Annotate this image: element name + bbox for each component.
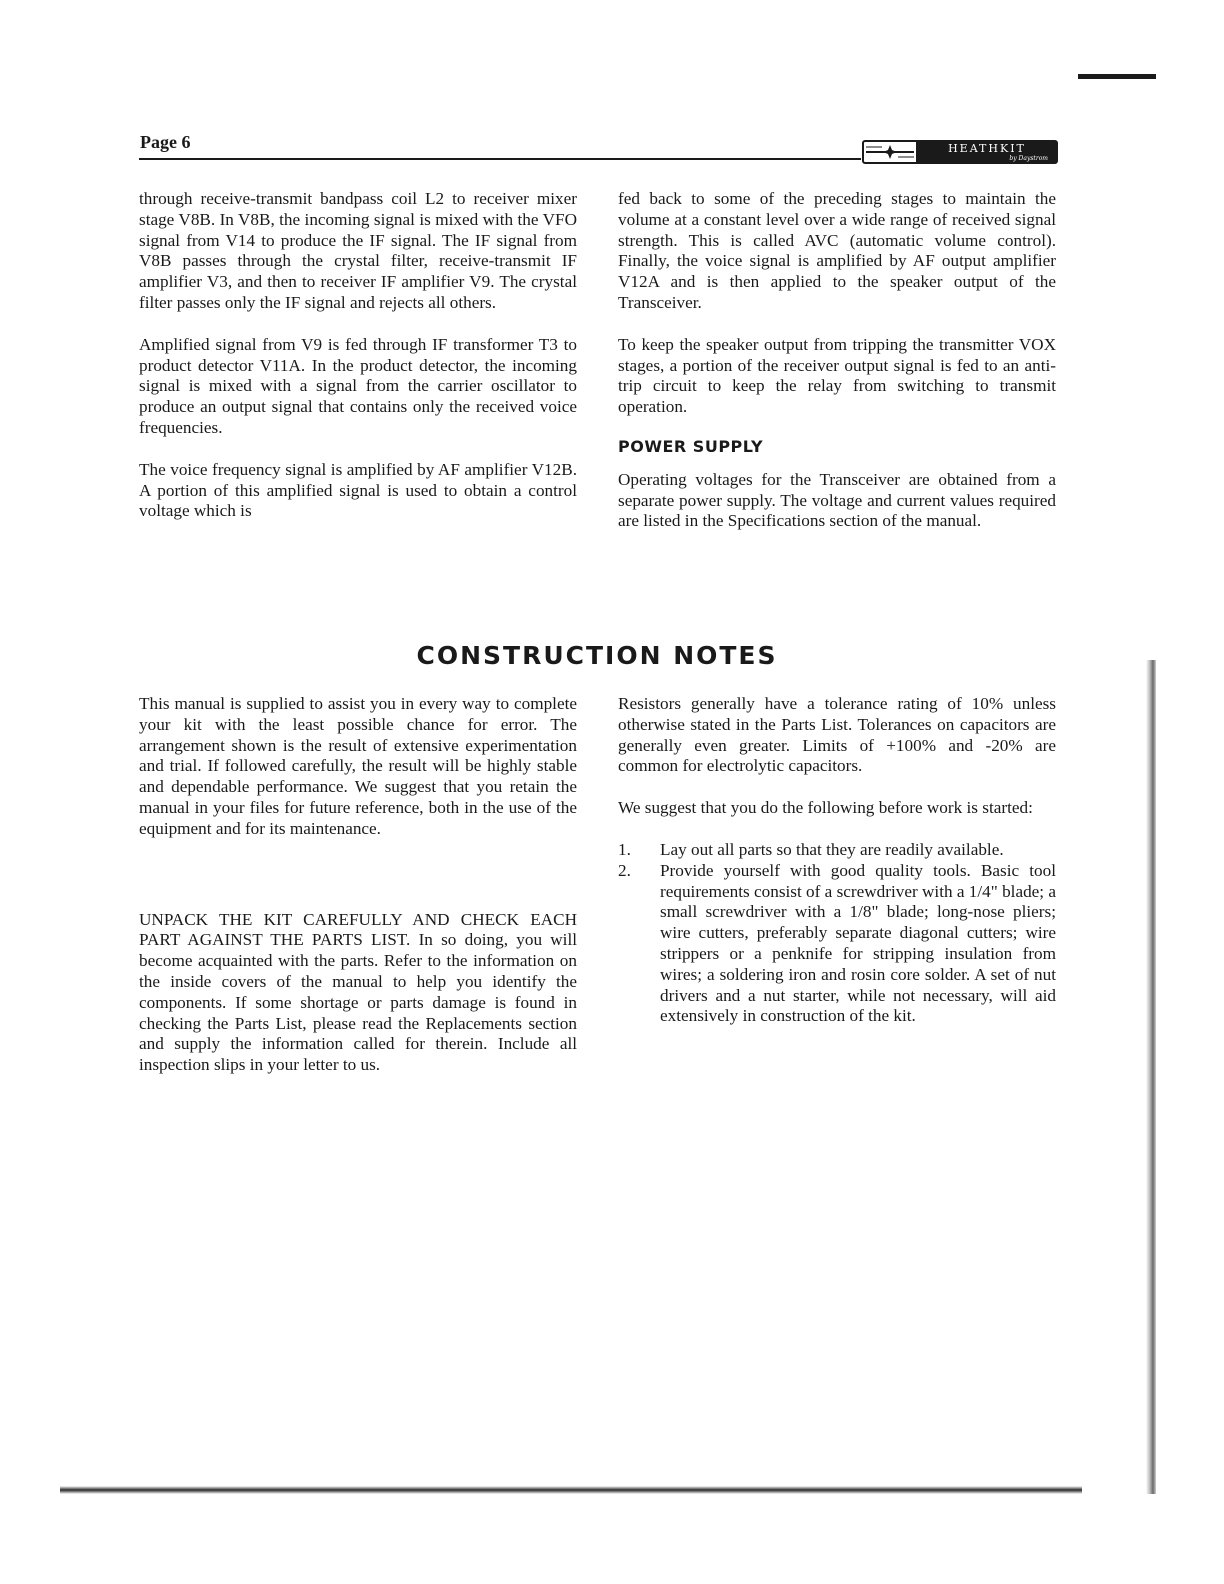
step-number: 1. [618,839,631,859]
heathkit-logo [862,140,1058,164]
top-right-column [618,189,1056,532]
unpack-lead: UNPACK THE KIT CAREFULLY AND CHECK EACH PART AGAINST THE PARTS LIST. [139,909,577,950]
paragraph-product-detector: Amplified signal from V9 is fed through IF transformer T3 to product detector V11A. In the product detector, the incoming signal is mixed with a signal from the carrier oscillator to produce an output signal that contains only the received voice frequencies. [139,334,577,437]
step-number: 2. [618,860,631,880]
steps-list [618,840,1056,1027]
paragraph-unpack [139,910,577,1076]
paragraph-manual-intro: This manual is supplied to assist you in every way to complete your kit with the least possible chance for error. The arrangement shown is the result of extensive experimentation and trial. If followed carefully, the result will be highly stable and dependable performance. We suggest that you retain the manual in your files for future reference, both in the use of the equipment and for its maintenance. [139,694,577,838]
logo-wordmark: HEATHKIT [948,141,1026,155]
paragraph-af-amplifier: The voice frequency signal is amplified by AF amplifier V12B. A portion of this amplified signal is used to obtain a control voltage which is [139,459,577,521]
header-rule [139,158,861,160]
construction-right-column [618,694,1056,1027]
logo-subtitle: by Daystrom [1009,154,1048,162]
paragraph-avc: fed back to some of the preceding stages to maintain the volume at a constant level over a wide range of received signal strength. This is called AVC (automatic volume control). Finally, the voice signal is amplified by AF output amplifier V12A and is then applied to the speaker output of the Transceiver. [618,189,1056,312]
scan-mark-top-right [1078,74,1156,79]
step-text: Lay out all parts so that they are readily available. [660,839,1004,859]
list-item [618,861,1056,1027]
paragraph-resistors: Resistors generally have a tolerance rating of 10% unless otherwise stated in the Parts List. Tolerances on capacitors are generally even greater. Limits of +100% and -20% are common for electrolytic capacitors. [618,694,1056,776]
scan-edge-right [1146,660,1156,1494]
page-number: Page 6 [140,132,191,152]
paragraph-receiver-path: through receive-transmit bandpass coil L2 to receiver mixer stage V8B. In V8B, the incoming signal is mixed with the VFO signal from V14 to produce the IF signal. The IF signal from V8B passes through the crystal filter, receive-transmit IF amplifier V3, and then to receiver IF amplifier V9. The crystal filter passes only the IF signal and rejects all others. [139,189,577,312]
construction-left-column [139,694,577,1076]
logo-star-icon [864,142,916,162]
scan-edge-bottom [60,1486,1082,1494]
logo-emblem [864,142,918,162]
paragraph-power-supply: Operating voltages for the Transceiver are obtained from a separate power supply. The voltage and current values required are listed in the Specifications section of the manual. [618,469,1056,531]
paragraph-suggest: We suggest that you do the following before work is started: [618,798,1033,818]
paragraph-anti-trip: To keep the speaker output from tripping the transmitter VOX stages, a portion of the receiver output signal is fed to an anti-trip circuit to keep the relay from switching to transmit operation. [618,334,1056,417]
power-supply-heading: POWER SUPPLY [618,436,764,456]
unpack-text: In so doing, you will become acquainted with the parts. Refer to the information on the inside covers of the manual to help you identify the components. If some shortage or parts damage is found in checking the Parts List, please read the Replacements section and supply the information called for therein. Include all inspection slips in your letter to us. [139,930,577,1075]
top-left-column [139,189,577,522]
list-item [618,840,1056,861]
step-text: Provide yourself with good quality tools. Basic tool requirements consist of a screwdriver with a 1/4" blade; a small screwdriver with a 1/8" blade; long-nose pliers; wire cutters, preferably separate diagonal cutters; wire strippers or a penknife for stripping insulation from wires; a soldering iron and rosin core solder. A set of nut drivers and a nut starter, while not necessary, will aid extensively in construction of the kit. [660,860,1056,1026]
construction-notes-heading: CONSTRUCTION NOTES [416,641,778,670]
